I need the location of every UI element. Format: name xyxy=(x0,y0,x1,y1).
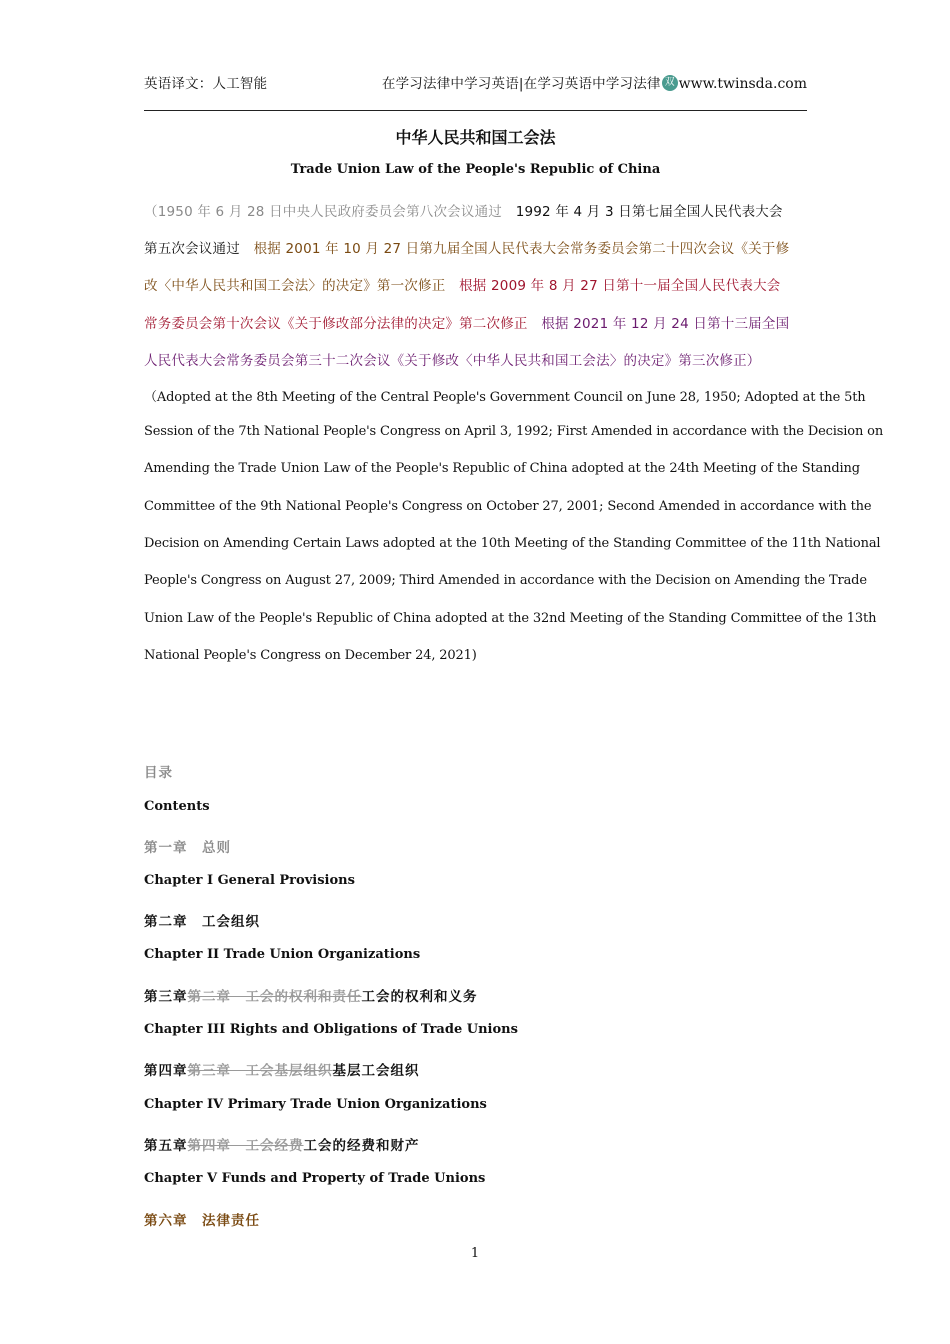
history-zh-line-5: 人民代表大会常务委员会第三十二次会议《关于修改〈中华人民共和国工会法〉的决定》第三次修正） xyxy=(144,353,761,369)
toc-chapter-3-zh xyxy=(144,985,478,1005)
toc-heading-en: Contents xyxy=(144,799,210,814)
toc-chapter-1-en: Chapter I General Provisions xyxy=(144,873,355,888)
twinsda-logo-icon: 双 xyxy=(662,75,678,91)
toc-chapter-5-number: 第五章 xyxy=(144,1138,188,1154)
toc-chapter-3-en: Chapter III Rights and Obligations of Trade Unions xyxy=(144,1022,518,1037)
history-zh-2009-cont: 常务委员会第十次会议《关于修改部分法律的决定》第二次修正 xyxy=(144,316,528,332)
history-zh-2009: 根据 2009 年 8 月 27 日第十一届全国人民代表大会 xyxy=(459,278,781,294)
header-divider xyxy=(144,110,807,111)
history-en-line-5: Decision on Amending Certain Laws adopted at the 10th Meeting of the Standing Committee of the 11th National xyxy=(144,536,881,551)
history-zh-line-3 xyxy=(144,274,807,294)
page-header xyxy=(144,72,807,94)
toc-chapter-4-title: 基层工会组织 xyxy=(332,1063,420,1079)
history-en-line-7: Union Law of the People's Republic of China adopted at the 32nd Meeting of the Standing Committee of the 13th xyxy=(144,611,877,626)
header-slogan-text: 在学习法律中学习英语|在学习英语中学习法律 xyxy=(381,76,661,92)
toc-chapter-4-number: 第四章 xyxy=(144,1063,188,1079)
history-zh-2021: 根据 2021 年 12 月 24 日第十三届全国 xyxy=(541,316,790,332)
header-slogan xyxy=(382,72,807,92)
history-zh-line-4 xyxy=(144,312,807,332)
toc-chapter-4-zh xyxy=(144,1059,420,1079)
history-zh-line-1 xyxy=(144,200,807,220)
toc-chapter-5-title: 工会的经费和财产 xyxy=(303,1138,420,1154)
toc-chapter-3-title: 工会的权利和义务 xyxy=(361,989,478,1005)
history-zh-1992: 1992 年 4 月 3 日第七届全国人民代表大会 xyxy=(515,204,783,220)
history-en-line-8: National People's Congress on December 24, 2021) xyxy=(144,648,477,663)
toc-chapter-6-zh: 第六章 法律责任 xyxy=(144,1213,260,1229)
toc-chapter-3-number: 第三章 xyxy=(144,989,188,1005)
toc-chapter-4-en: Chapter IV Primary Trade Union Organizations xyxy=(144,1097,487,1112)
toc-heading-zh: 目录 xyxy=(144,765,173,781)
toc-chapter-5-zh xyxy=(144,1134,420,1154)
header-translation-label: 英语译文：人工智能 xyxy=(144,76,268,92)
history-en-line-3: Amending the Trade Union Law of the People's Republic of China adopted at the 24th Meeting of the Standing xyxy=(144,461,860,476)
history-zh-2001: 根据 2001 年 10 月 27 日第九届全国人民代表大会常务委员会第二十四次会议《关于修 xyxy=(253,241,790,257)
history-en-line-1: （Adopted at the 8th Meeting of the Central People's Government Council on June 28, 1950; Adopted at the 5th xyxy=(144,390,866,405)
page-number: 1 xyxy=(470,1246,480,1261)
toc-chapter-5-deleted: 第四章 工会经费 xyxy=(187,1138,304,1154)
toc-chapter-4-deleted: 第三章 工会基层组织 xyxy=(187,1063,333,1079)
history-en-line-2: Session of the 7th National People's Congress on April 3, 1992; First Amended in accordance with the Decision on xyxy=(144,424,884,439)
history-zh-line-2 xyxy=(144,237,807,257)
history-zh-1950: （1950 年 6 月 28 日中央人民政府委员会第八次会议通过 xyxy=(144,204,502,220)
toc-chapter-3-deleted: 第二章 工会的权利和责任 xyxy=(187,989,362,1005)
history-en-line-6: People's Congress on August 27, 2009; Third Amended in accordance with the Decision on Amending the Trade xyxy=(144,573,867,588)
toc-chapter-1-zh: 第一章 总则 xyxy=(144,840,231,856)
toc-chapter-2-en: Chapter II Trade Union Organizations xyxy=(144,947,421,962)
history-en-line-4: Committee of the 9th National People's Congress on October 27, 2001; Second Amended in accordance with the xyxy=(144,499,872,514)
header-site-url: www.twinsda.com xyxy=(678,76,807,92)
toc-chapter-5-en: Chapter V Funds and Property of Trade Unions xyxy=(144,1171,486,1186)
history-zh-1992-cont: 第五次会议通过 xyxy=(144,241,240,257)
history-zh-2001-cont: 改〈中华人民共和国工会法〉的决定》第一次修正 xyxy=(144,278,446,294)
document-title-zh: 中华人民共和国工会法 xyxy=(395,128,556,147)
document-title-en: Trade Union Law of the People's Republic of China xyxy=(290,162,661,177)
toc-chapter-2-zh: 第二章 工会组织 xyxy=(144,914,260,930)
